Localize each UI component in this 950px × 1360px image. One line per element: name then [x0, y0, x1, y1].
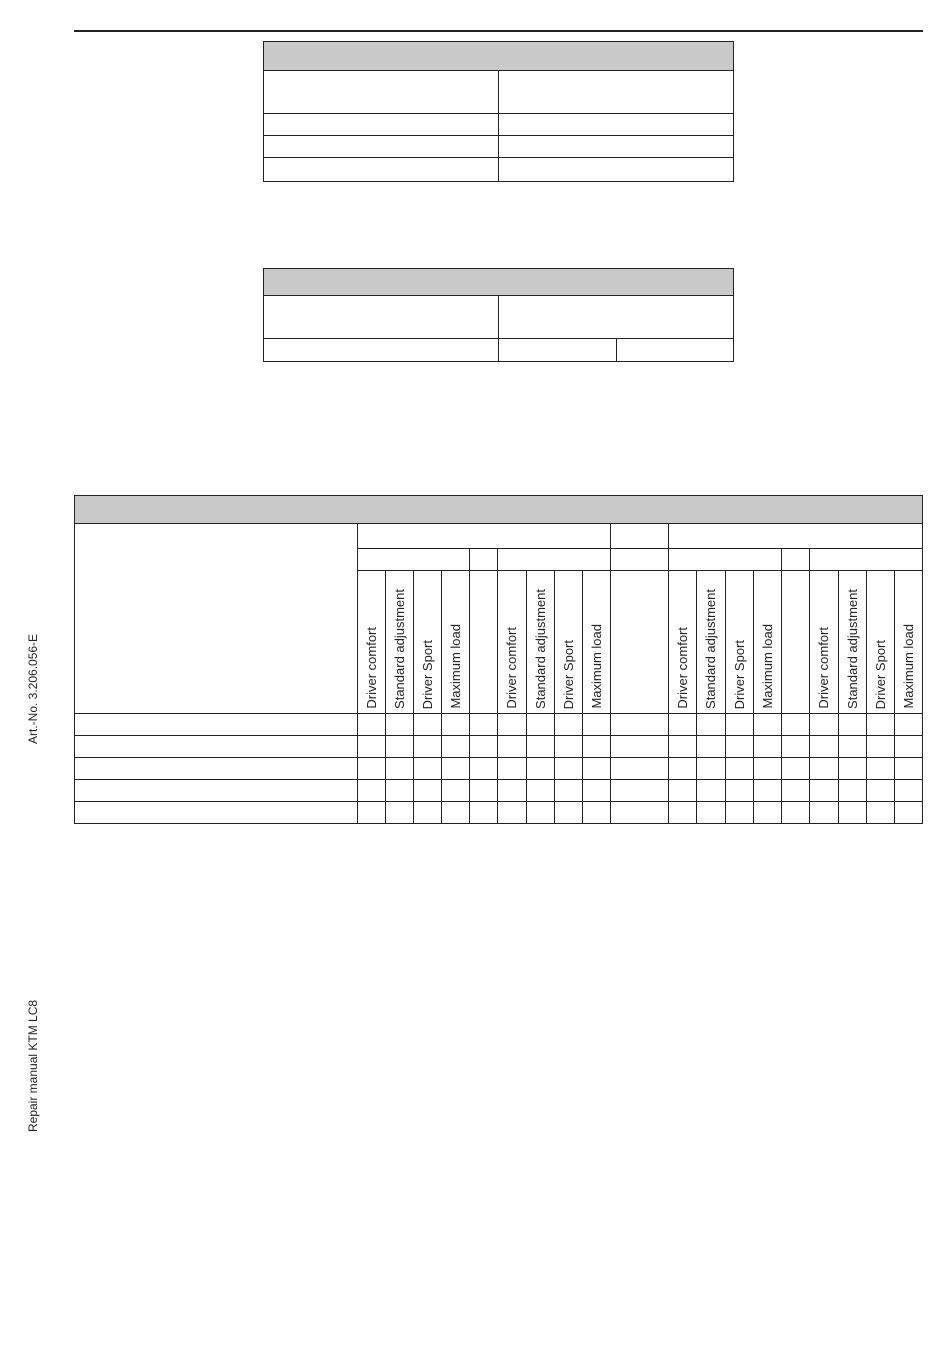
table-1-header [264, 42, 734, 71]
subgroup-header [611, 549, 668, 571]
table-row [264, 136, 734, 158]
top-rule [74, 30, 923, 32]
table-row [75, 802, 923, 824]
column-label-cell [386, 571, 414, 714]
table-row [75, 714, 923, 736]
table-row [75, 736, 923, 758]
manual-title: Repair manual KTM LC8 [26, 999, 40, 1132]
column-label: Standard adjustment [533, 589, 549, 709]
group-header [358, 524, 611, 549]
column-label-cell [725, 571, 753, 714]
table-3-header [75, 496, 923, 524]
table-row [264, 158, 734, 182]
column-label-cell [470, 571, 498, 714]
subgroup-header [668, 549, 781, 571]
column-label-cell [894, 571, 922, 714]
column-label: Standard adjustment [392, 589, 408, 709]
row-label-header [75, 524, 358, 714]
column-label-cell [866, 571, 894, 714]
subgroup-header [470, 549, 498, 571]
column-label: Standard adjustment [702, 589, 718, 709]
column-label-cell [838, 571, 866, 714]
column-label: Driver Sport [872, 639, 888, 709]
subgroup-header [781, 549, 809, 571]
table-row [264, 339, 734, 362]
table-cell [264, 296, 499, 339]
column-label: Driver comfort [674, 627, 690, 709]
column-label-cell [696, 571, 725, 714]
column-label-cell [753, 571, 781, 714]
group-header [668, 524, 922, 549]
column-label-cell [414, 571, 442, 714]
column-label-cell [498, 571, 527, 714]
column-label: Driver Sport [420, 639, 436, 709]
column-label-cell [611, 571, 668, 714]
table-row [75, 758, 923, 780]
column-label-cell [555, 571, 583, 714]
subgroup-header [498, 549, 611, 571]
column-label: Driver comfort [815, 627, 831, 709]
table-cell [499, 71, 734, 114]
column-label-cell [668, 571, 696, 714]
column-label-cell [358, 571, 386, 714]
column-label: Driver comfort [504, 627, 520, 709]
table-2-header [264, 269, 734, 296]
column-label-cell [809, 571, 838, 714]
subgroup-header [809, 549, 922, 571]
table-cell [499, 296, 734, 339]
column-label-cell [583, 571, 611, 714]
column-label: Standard adjustment [844, 589, 860, 709]
column-label: Driver Sport [561, 639, 577, 709]
table-row [264, 114, 734, 136]
column-label-cell [442, 571, 470, 714]
column-label: Maximum load [448, 624, 464, 709]
table-row [75, 780, 923, 802]
subgroup-header [358, 549, 470, 571]
column-label: Driver comfort [364, 627, 380, 709]
table-cell [264, 71, 499, 114]
table-2 [263, 268, 734, 362]
column-label-cell [781, 571, 809, 714]
column-label-cell [527, 571, 555, 714]
article-number: Art.-No. 3.206.056-E [26, 633, 40, 744]
column-label: Maximum load [759, 624, 775, 709]
column-label: Driver Sport [731, 639, 747, 709]
column-label: Maximum load [589, 624, 605, 709]
table-1 [263, 41, 734, 182]
group-header [611, 524, 668, 549]
table-3 [74, 495, 923, 824]
column-label: Maximum load [900, 624, 916, 709]
